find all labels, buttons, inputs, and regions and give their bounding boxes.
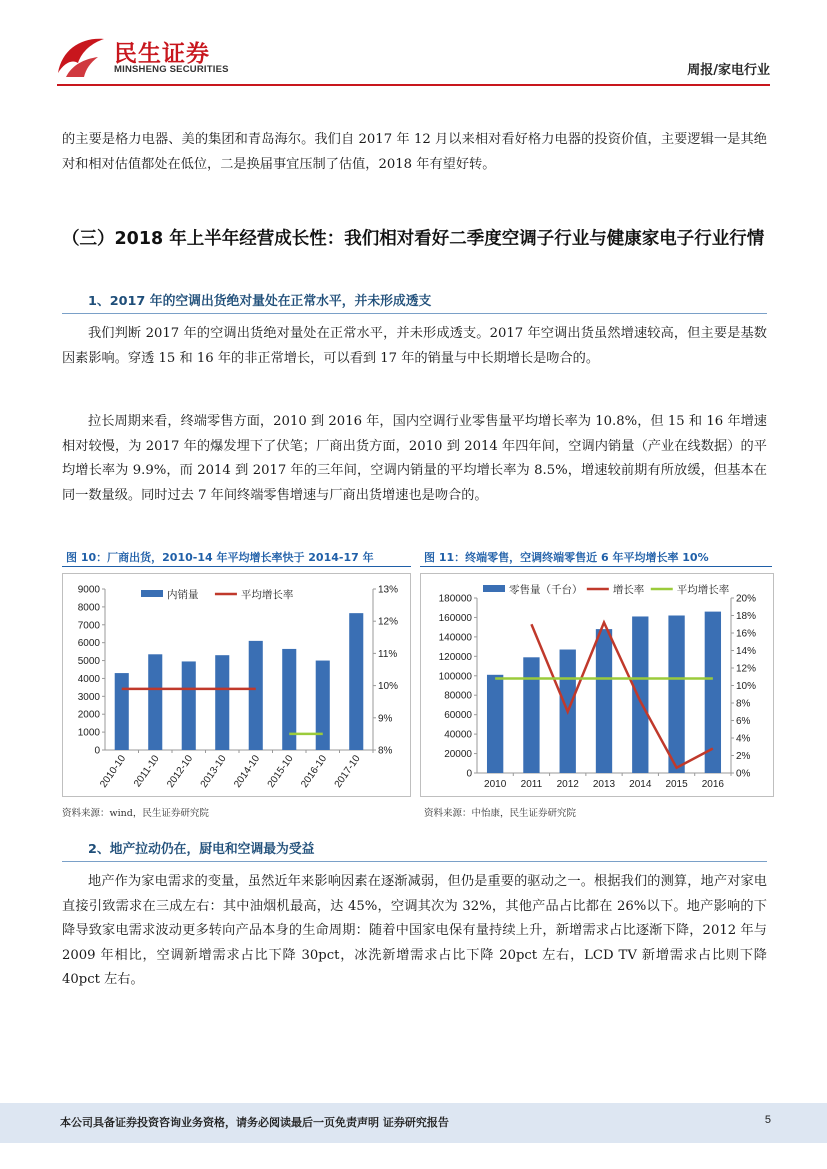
- fig10-legend-swatch: [141, 590, 163, 597]
- fig10-left-tick-label: 2000: [77, 709, 100, 721]
- subsection-title-1: 1、2017 年的空调出货绝对量处在正常水平，并未形成透支: [88, 294, 432, 309]
- figure-10-source: 资料来源：wind，民生证券研究院: [62, 808, 209, 819]
- fig11-bar: [668, 616, 684, 774]
- fig10-bar: [115, 673, 129, 750]
- fig10-bar: [349, 613, 363, 750]
- fig11-line-series-0: [531, 623, 712, 768]
- fig11-legend-label: 平均增长率: [676, 584, 730, 596]
- figure-10-svg: [63, 574, 410, 796]
- section-title: （三）2018 年上半年经营成长性：我们相对看好二季度空调子行业与健康家电子行业行情: [62, 229, 765, 249]
- fig10-right-tick-label: 13%: [378, 584, 399, 596]
- figure-10-chart: [62, 573, 411, 797]
- fig10-left-tick-label: 3000: [77, 691, 100, 703]
- fig11-legend-label: 零售量（千台）: [509, 584, 583, 596]
- fig11-bar: [632, 616, 648, 773]
- header-divider: [57, 84, 770, 86]
- fig11-right-tick-label: 18%: [736, 611, 757, 622]
- fig10-left-tick-label: 8000: [77, 602, 100, 614]
- fig11-x-tick-label: 2016: [701, 779, 724, 790]
- fig10-bar: [148, 654, 162, 750]
- footer-disclaimer: 本公司具备证券投资咨询业务资格，请务必阅读最后一页免责声明 证券研究报告: [60, 1116, 449, 1129]
- figure-11-svg: [421, 574, 773, 796]
- fig10-right-tick-label: 10%: [378, 681, 399, 693]
- fig11-left-tick-label: 0: [466, 768, 472, 780]
- fig11-legend-swatch: [483, 585, 505, 592]
- fig10-x-tick-label: 2015-10: [265, 753, 296, 790]
- fig11-right-tick-label: 14%: [736, 646, 757, 657]
- fig11-right-tick-label: 6%: [736, 716, 751, 727]
- fig11-left-tick-label: 140000: [438, 632, 472, 644]
- fig10-x-tick-label: 2016-10: [299, 753, 330, 790]
- fig11-bar: [596, 629, 612, 773]
- fig11-bar: [487, 675, 503, 773]
- figure-11-source: 资料来源：中怡康，民生证券研究院: [424, 808, 577, 819]
- fig10-x-tick-label: 2011-10: [132, 753, 162, 790]
- fig10-bar: [215, 655, 229, 750]
- fig10-bar: [249, 641, 263, 750]
- fig11-x-tick-label: 2014: [629, 779, 652, 790]
- logo-name-en: MINSHENG SECURITIES: [114, 64, 229, 75]
- fig10-x-tick-label: 2013-10: [198, 753, 229, 790]
- fig10-right-tick-label: 8%: [378, 745, 393, 757]
- fig10-bar: [316, 661, 330, 750]
- fig10-legend-label: 内销量: [167, 589, 199, 601]
- paragraph-1: 的主要是格力电器、美的集团和青岛海尔。我们自 2017 年 12 月以来相对看好格力电器的投资价值，主要逻辑一是其绝对和相对估值都处在低位，二是换届事宜压制了估值，2018 年有望好转。: [62, 132, 767, 172]
- fig10-x-tick-label: 2017-10: [332, 753, 363, 790]
- subsection-title-2: 2、地产拉动仍在，厨电和空调最为受益: [88, 842, 315, 857]
- figure-10-title: 图 10：厂商出货，2010-14 年平均增长率快于 2014-17 年: [66, 551, 374, 564]
- logo-emblem-icon: [52, 33, 108, 81]
- fig10-left-tick-label: 4000: [77, 673, 100, 685]
- page-number: 5: [764, 1114, 771, 1126]
- fig10-x-tick-label: 2014-10: [232, 753, 263, 790]
- fig10-bar: [182, 661, 196, 750]
- fig11-x-tick-label: 2012: [556, 779, 579, 790]
- fig10-left-tick-label: 7000: [77, 620, 100, 632]
- company-logo: [52, 33, 252, 81]
- paragraph-4: 地产作为家电需求的变量，虽然近年来影响因素在逐渐减弱，但仍是重要的驱动之一。根据我们的测算，地产对家电直接引致需求在三成左右：其中油烟机最高，达 45%，空调其次为 32%，其他产品占比都在 26%以下。地产影响的下降导致家电需求波动更多转向产品本身的生命周期：随着中国家电保有量持续上升，新增需求占比逐渐下降，2012 年与 2009 年相比，空调新增需求占比下降 30pct，冰洗新增需求占比下降 20pct 左右，LCD TV 新增需求占比则下降 40pct 左右。: [62, 874, 767, 988]
- fig10-left-tick-label: 6000: [77, 638, 100, 650]
- fig11-right-tick-label: 16%: [736, 628, 757, 640]
- fig11-left-tick-label: 120000: [438, 651, 472, 663]
- fig10-left-tick-label: 5000: [77, 656, 100, 668]
- fig11-bar: [523, 657, 539, 773]
- fig11-left-tick-label: 80000: [444, 690, 472, 702]
- fig11-left-tick-label: 60000: [444, 710, 472, 722]
- paragraph-3: 拉长周期来看，终端零售方面，2010 到 2016 年，国内空调行业零售量平均增长率为 10.8%，但 15 和 16 年增速相对较慢，为 2017 年的爆发埋下了伏笔；厂商出货方面，2010 到 2014 年四年间，空调内销量（产业在线数据）的平均增长率为 9.9%，而 2014 到 2017 年的三年间，空调内销量的平均增长率为 8.5%，增速较前期有所放缓，但基本在同一数量级。同时过去 7 年间终端零售增速与厂商出货增速也是吻合的。: [62, 414, 767, 503]
- fig10-right-tick-label: 9%: [378, 713, 393, 725]
- figure-10-rule: [62, 566, 411, 567]
- figure-11-chart: [420, 573, 774, 797]
- fig11-x-tick-label: 2011: [520, 779, 543, 790]
- fig11-right-tick-label: 10%: [736, 681, 757, 692]
- figure-11-title: 图 11：终端零售，空调终端零售近 6 年平均增长率 10%: [424, 551, 709, 564]
- fig11-left-tick-label: 160000: [438, 612, 472, 624]
- fig11-right-tick-label: 0%: [736, 768, 751, 780]
- fig11-right-tick-label: 20%: [736, 593, 757, 605]
- fig11-legend-label: 增长率: [612, 584, 645, 596]
- fig10-right-tick-label: 11%: [378, 648, 398, 660]
- figure-11-rule: [420, 566, 772, 567]
- fig11-x-tick-label: 2010: [484, 779, 507, 790]
- fig10-left-tick-label: 0: [94, 745, 100, 757]
- fig11-left-tick-label: 100000: [438, 671, 472, 683]
- fig10-legend-label: 平均增长率: [240, 589, 294, 601]
- paragraph-2: 我们判断 2017 年的空调出货绝对量处在正常水平，并未形成透支。2017 年空调出货虽然增速较高，但主要是基数因素影响。穿透 15 和 16 年的非正常增长，可以看到 17 年的销量与中长期增长是吻合的。: [62, 326, 767, 366]
- fig11-left-tick-label: 40000: [444, 729, 472, 741]
- subsection-divider-1: [62, 313, 767, 314]
- fig11-left-tick-label: 20000: [444, 749, 472, 761]
- fig10-left-tick-label: 9000: [77, 584, 100, 596]
- report-type: 周报/家电行业: [687, 63, 770, 78]
- fig11-left-tick-label: 180000: [438, 593, 472, 605]
- fig11-right-tick-label: 4%: [736, 733, 751, 745]
- fig11-right-tick-label: 2%: [736, 751, 751, 762]
- logo-name-cn: 民生证券: [114, 41, 210, 67]
- fig10-x-tick-label: 2012-10: [165, 753, 196, 790]
- fig10-x-tick-label: 2010-10: [98, 753, 129, 790]
- fig10-right-tick-label: 12%: [378, 616, 399, 628]
- fig10-left-tick-label: 1000: [77, 727, 100, 739]
- fig11-right-tick-label: 8%: [736, 698, 751, 710]
- subsection-divider-2: [62, 861, 767, 862]
- fig11-right-tick-label: 12%: [736, 663, 757, 675]
- fig11-x-tick-label: 2015: [665, 779, 688, 790]
- fig11-x-tick-label: 2013: [592, 779, 616, 790]
